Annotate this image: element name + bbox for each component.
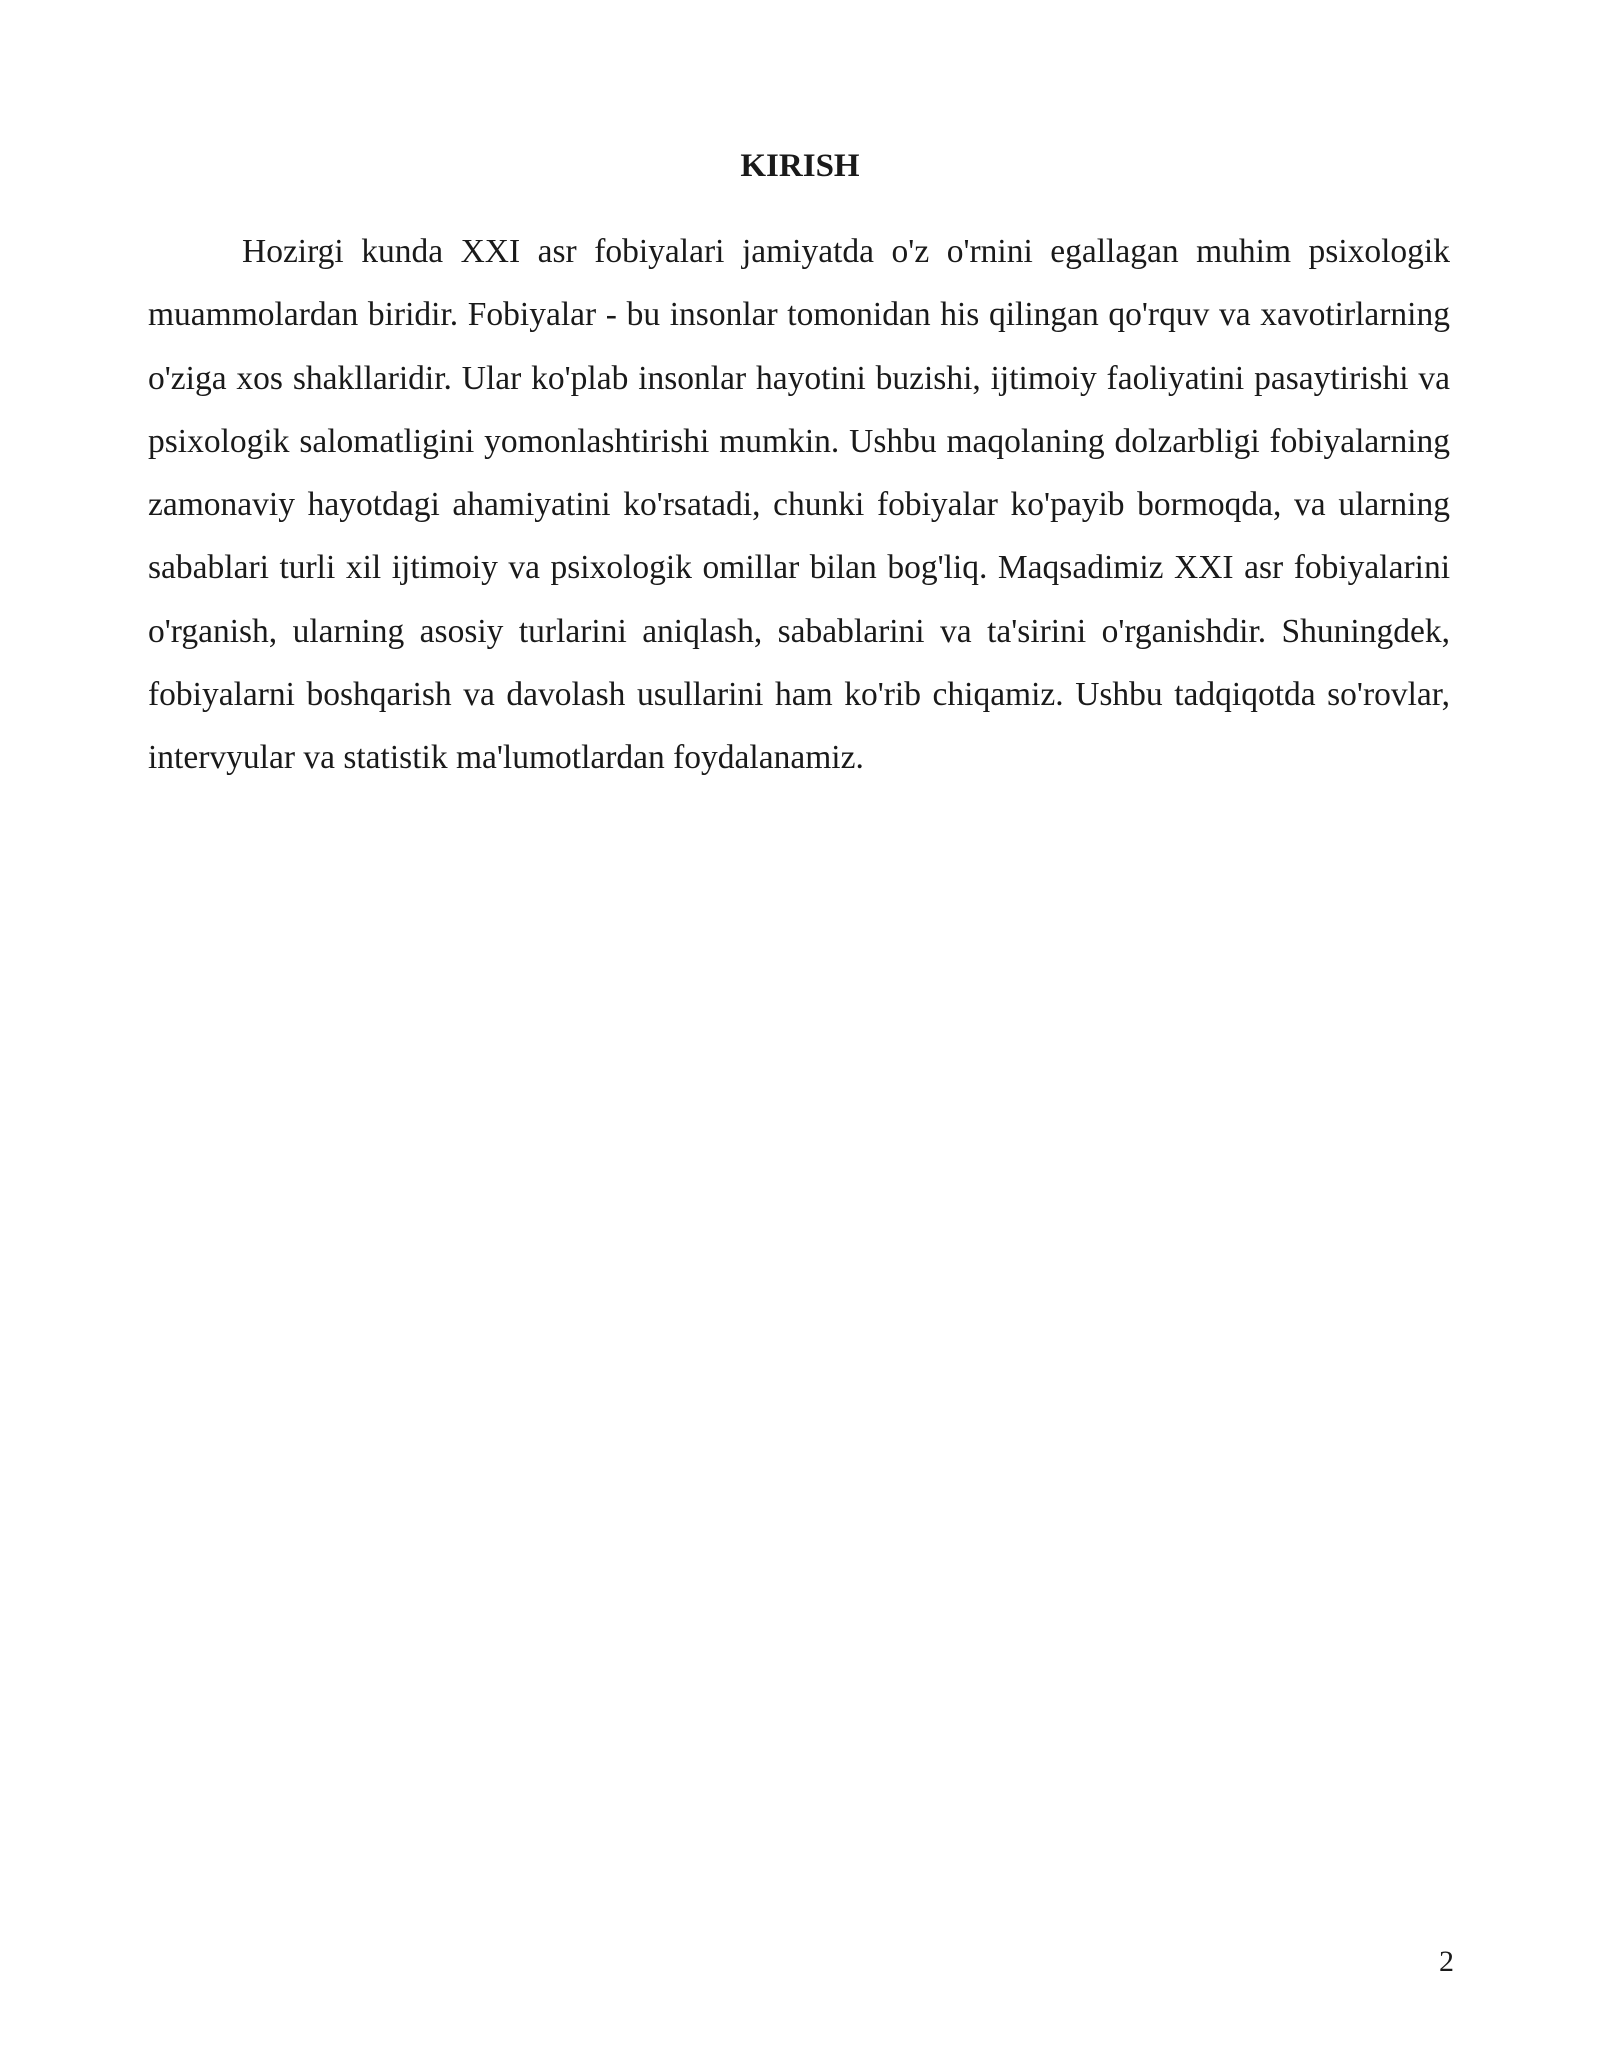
intro-paragraph: Hozirgi kunda XXI asr fobiyalari jamiyatda o'z o'rnini egallagan muhim psixologik muammolardan biridir. Fobiyalar - bu insonlar tomonidan his qilingan qo'rquv va xavotirlarning o'ziga xos shakllaridir. Ular ko'plab insonlar hayotini buzishi, ijtimoiy faoliyatini pasaytirishi va psixologik salomatligini yomonlashtirishi mumkin. Ushbu maqolaning dolzarbligi fobiyalarning zamonaviy hayotdagi ahamiyatini ko'rsatadi, chunki fobiyalar ko'payib bormoqda, va ularning sabablari turli xil ijtimoiy va psixologik omillar bilan bog'liq. Maqsadimiz XXI asr fobiyalarini o'rganish, ularning asosiy turlarini aniqlash, sabablarini va ta'sirini o'rganishdir. Shuningdek, fobiyalarni boshqarish va davolash usullarini ham ko'rib chiqamiz. Ushbu tadqiqotda so'rovlar, intervyular va statistik ma'lumotlardan foydalanamiz.	[148, 233, 1450, 777]
page-number: 2	[1439, 1945, 1454, 1978]
section-heading: KIRISH	[740, 148, 860, 184]
